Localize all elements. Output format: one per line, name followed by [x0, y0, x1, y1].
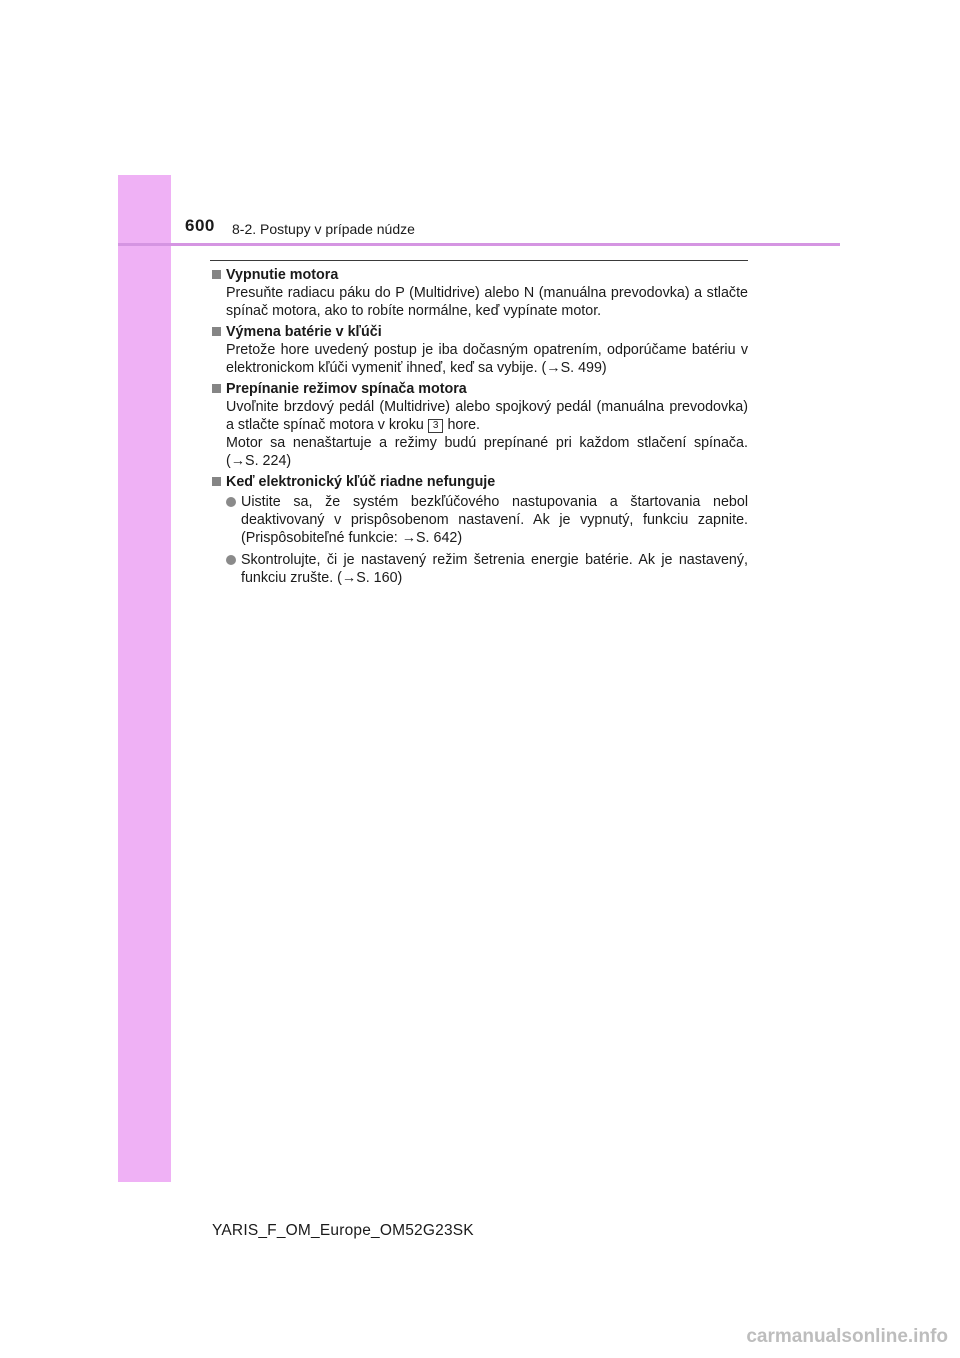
body-text-before-step: Uvoľnite brzdový pedál (Multidrive) alebo spojkový pedál (manuálna prevodovka) a stlačte spínač motora v kroku [226, 399, 748, 433]
section-heading: Keď elektronický kľúč riadne nefunguje [226, 474, 496, 490]
section-body [226, 398, 748, 434]
circle-bullet-icon [226, 497, 236, 507]
square-bullet-icon [212, 270, 221, 279]
content-rule [210, 260, 748, 261]
header-rule [118, 243, 840, 246]
section-title: 8-2. Postupy v prípade núdze [232, 221, 415, 237]
circle-bullet-icon [226, 555, 236, 565]
step-number-box: 3 [428, 419, 444, 433]
footer-doc-code: YARIS_F_OM_Europe_OM52G23SK [212, 1222, 474, 1239]
list-item [226, 551, 748, 587]
page-number: 600 [185, 216, 215, 235]
section-body: Pretože hore uvedený postup je iba dočasným opatrením, odporúčame batériu v elektronickom kľúči vymeniť ihneď, keď sa vybije. (→S. 499) [226, 342, 748, 376]
body-text-after-step: hore. [447, 417, 481, 433]
section-ked-kluc-nefunguje [211, 473, 748, 587]
list-item-text: Uistite sa, že systém bezkľúčového nastupovania a štartovania nebol deaktivovaný v prispôsobenom nastavení. Ak je vypnutý, funkciu zapnite. (Prispôsobiteľné funkcie: →S. 642) [241, 494, 748, 546]
list-item [226, 493, 748, 547]
content-area [211, 266, 748, 591]
section-heading: Výmena batérie v kľúči [226, 324, 382, 340]
section-body-line2: Motor sa nenaštartuje a režimy budú prepínané pri každom stlačení spínača. (→S. 224) [226, 435, 748, 469]
section-prepinanie-rezimov [211, 380, 748, 470]
square-bullet-icon [212, 384, 221, 393]
side-color-band [118, 175, 171, 1182]
section-body: Presuňte radiacu páku do P (Multidrive) alebo N (manuálna prevodovka) a stlačte spínač motora, ako to robíte normálne, keď vypínate motor. [226, 285, 748, 319]
section-vymena-baterie [211, 323, 748, 377]
list-item-text: Skontrolujte, či je nastavený režim šetrenia energie batérie. Ak je nastavený, funkciu zrušte. (→S. 160) [241, 552, 748, 586]
section-heading: Vypnutie motora [226, 267, 339, 283]
square-bullet-icon [212, 327, 221, 336]
watermark: carmanualsonline.info [746, 1326, 948, 1347]
section-heading: Prepínanie režimov spínača motora [226, 381, 467, 397]
section-vypnutie-motora [211, 266, 748, 320]
square-bullet-icon [212, 477, 221, 486]
